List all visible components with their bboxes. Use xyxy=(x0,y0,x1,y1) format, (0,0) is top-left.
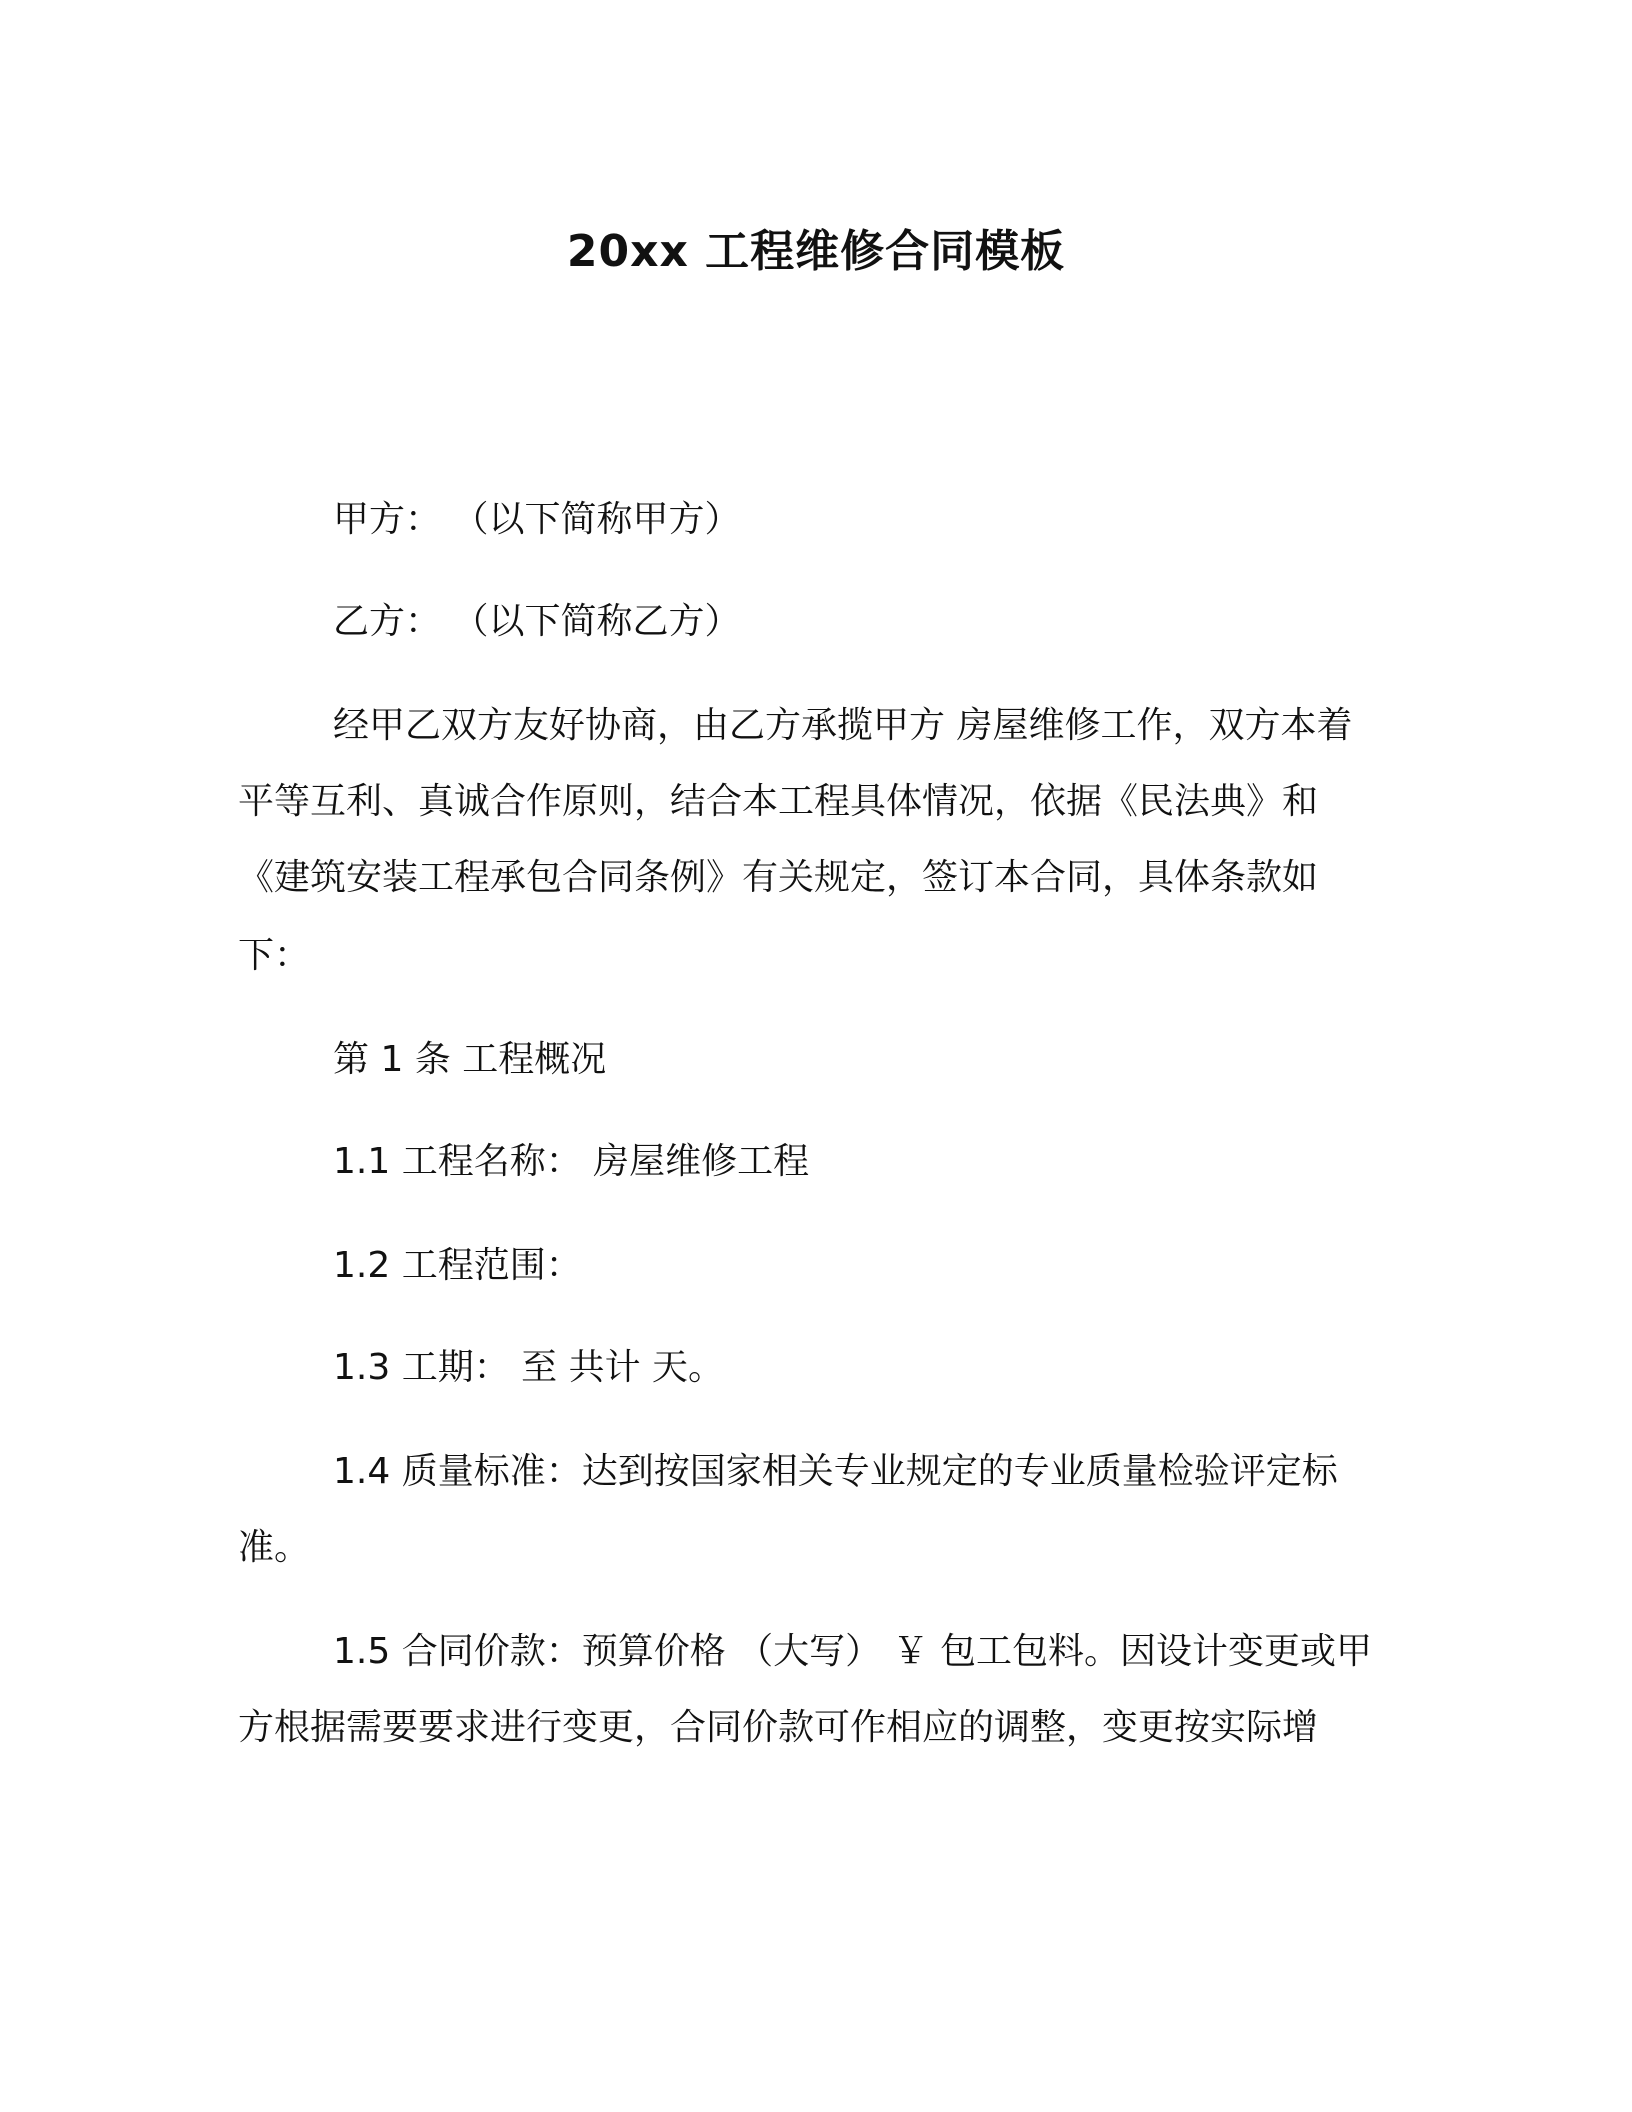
clause-1-2: 1.2 工程范围： xyxy=(333,1245,582,1286)
preamble-line-3: 《建筑安装工程承包合同条例》有关规定，签订本合同，具体条款如 xyxy=(238,857,1319,898)
preamble-line-1: 经甲乙双方友好协商，由乙方承揽甲方 房屋维修工作，双方本着 xyxy=(333,705,1353,746)
party-b-line: 乙方： （以下简称乙方） xyxy=(333,601,741,642)
clause-1-5-line-1: 1.5 合同价款：预算价格 （大写） ￥ 包工包料。因设计变更或甲 xyxy=(333,1631,1373,1672)
document-title: 20xx 工程维修合同模板 xyxy=(566,226,1066,277)
preamble-line-4: 下： xyxy=(238,935,311,976)
clause-1-4-line-1: 1.4 质量标准：达到按国家相关专业规定的专业质量检验评定标 xyxy=(333,1451,1338,1492)
clause-1-5-line-2: 方根据需要要求进行变更，合同价款可作相应的调整，变更按实际增 xyxy=(238,1707,1319,1748)
clause-1-4-line-2: 准。 xyxy=(238,1527,311,1568)
article-1-heading: 第 1 条 工程概况 xyxy=(333,1039,607,1080)
party-a-line: 甲方： （以下简称甲方） xyxy=(333,499,741,540)
clause-1-3: 1.3 工期： 至 共计 天。 xyxy=(333,1347,725,1388)
preamble-line-2: 平等互利、真诚合作原则，结合本工程具体情况，依据《民法典》和 xyxy=(238,781,1319,822)
clause-1-1: 1.1 工程名称： 房屋维修工程 xyxy=(333,1141,810,1182)
